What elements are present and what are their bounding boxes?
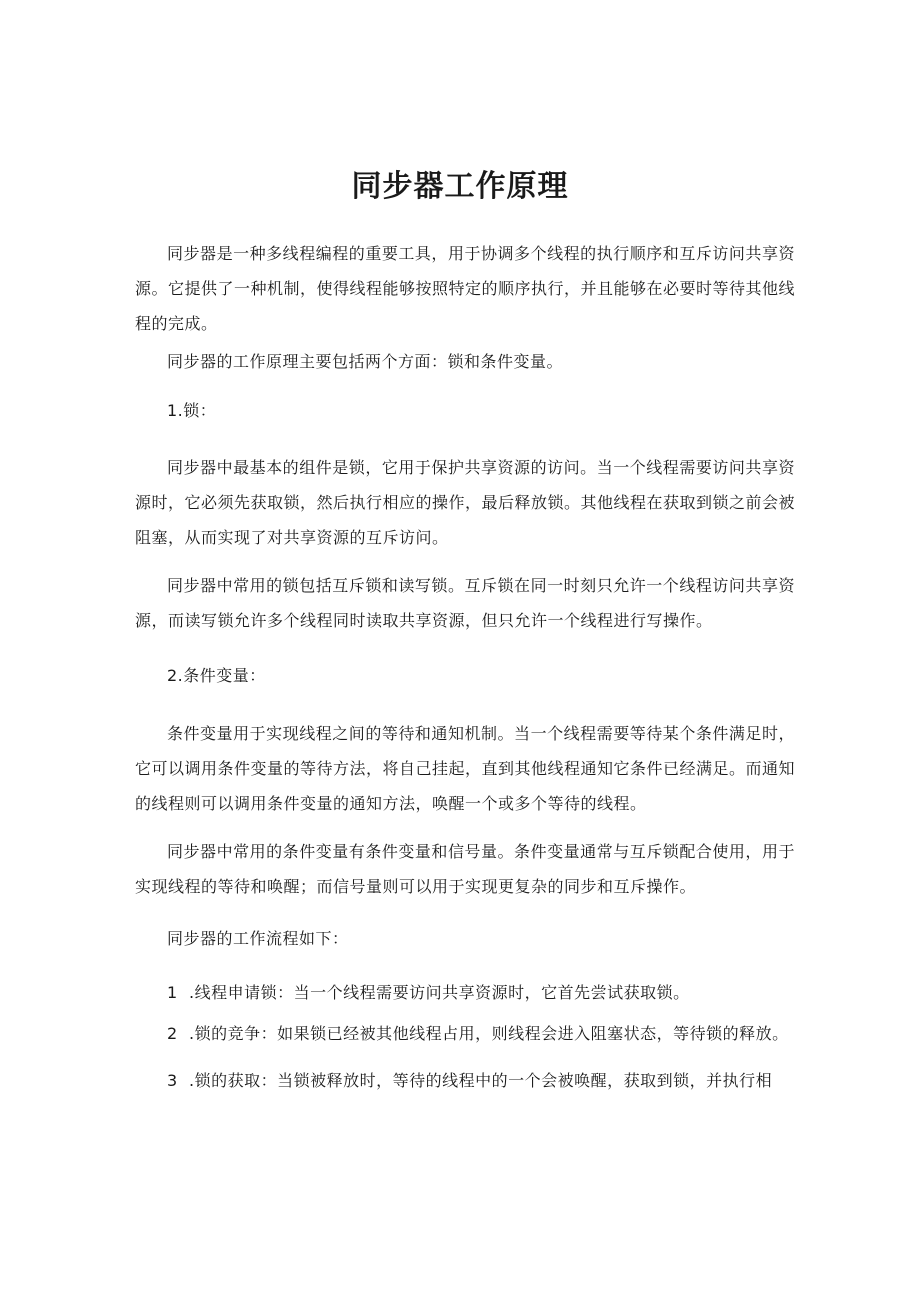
flow-step-1 [135,975,795,1010]
flow-step-number: 1 [167,983,178,1002]
intro-paragraph: 同步器是一种多线程编程的重要工具，用于协调多个线程的执行顺序和互斥访问共享资源。它提供了一种机制，使得线程能够按照特定的顺序执行，并且能够在必要时等待其他线程的完成。 [135,244,796,333]
section-heading-lock: 1.锁： [167,401,217,420]
flow-step-text: .锁的获取：当锁被释放时，等待的线程中的一个会被唤醒，获取到锁，并执行相 [189,1071,773,1090]
flow-step-2 [135,1016,795,1051]
section-heading-condition-variable: 2.条件变量： [167,666,266,685]
overview-paragraph: 同步器的工作原理主要包括两个方面：锁和条件变量。 [167,352,564,371]
page-title: 同步器工作原理 [351,169,569,204]
lock-paragraph-1: 同步器中最基本的组件是锁，它用于保护共享资源的访问。当一个线程需要访问共享资源时，它必须先获取锁，然后执行相应的操作，最后释放锁。其他线程在获取到锁之前会被阻塞，从而实现了对共享资源的互斥访问。 [135,458,796,547]
flow-step-number: 3 [167,1071,178,1090]
flow-step-3 [135,1063,795,1098]
flow-step-number: 2 [167,1024,178,1043]
flow-step-text: .锁的竞争：如果锁已经被其他线程占用，则线程会进入阻塞状态，等待锁的释放。 [189,1024,789,1043]
condition-variable-paragraph-1: 条件变量用于实现线程之间的等待和通知机制。当一个线程需要等待某个条件满足时，它可以调用条件变量的等待方法，将自己挂起，直到其他线程通知它条件已经满足。而通知的线程则可以调用条件变量的通知方法，唤醒一个或多个等待的线程。 [135,724,796,813]
condition-variable-paragraph-2: 同步器中常用的条件变量有条件变量和信号量。条件变量通常与互斥锁配合使用，用于实现线程的等待和唤醒；而信号量则可以用于实现更复杂的同步和互斥操作。 [135,842,795,896]
flow-step-text: .线程申请锁：当一个线程需要访问共享资源时，它首先尝试获取锁。 [189,983,690,1002]
lock-paragraph-2: 同步器中常用的锁包括互斥锁和读写锁。互斥锁在同一时刻只允许一个线程访问共享资源，而读写锁允许多个线程同时读取共享资源，但只允许一个线程进行写操作。 [135,576,795,630]
flow-intro: 同步器的工作流程如下： [167,929,349,948]
